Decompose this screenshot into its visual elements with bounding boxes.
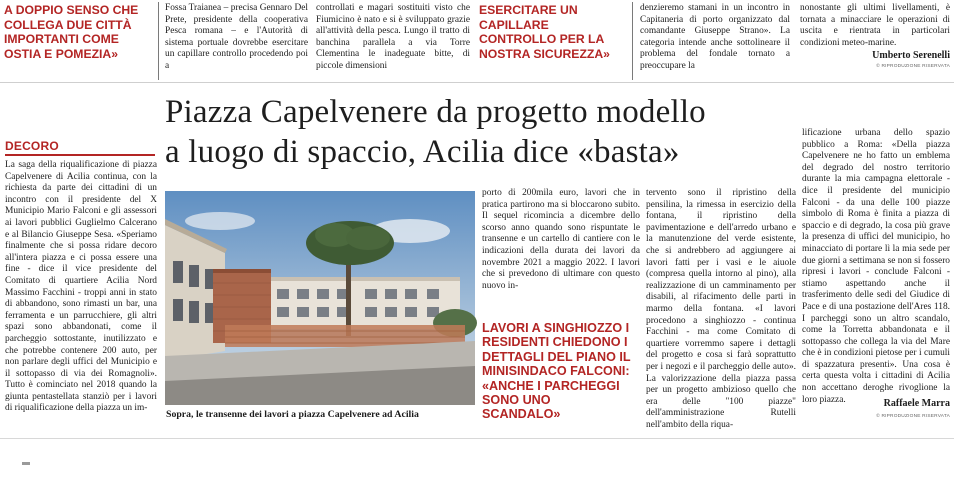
section-label-rule (5, 154, 155, 156)
section-label: DECORO (5, 139, 59, 153)
bottom-repro-note: © RIPRODUZIONE RISERVATA (876, 414, 950, 419)
top-divider-2 (632, 2, 633, 80)
article-column-3: porto di 200mila euro, lavori che in pratica partirono ma si bloccarono subito. Il sequel ricomincia a dicembre dello scorso anno quando sono rispuntate le transenne e un cartello di cantiere con le indicazioni della durata dei lavori da novembre 2021 a maggio 2022. I lavori che si prevedono di ultimare con questo nuovo in- (482, 188, 640, 291)
article-photo (165, 191, 475, 405)
photo-caption: Sopra, le transenne dei lavori a piazza Capelvenere ad Acilia (166, 409, 419, 420)
bottom-author: Raffaele Marra (883, 398, 950, 409)
photo-illustration (165, 191, 475, 405)
top-mid-blurb: ESERCITARE UN CAPILLARE CONTROLLO PER LA NOSTRA SICUREZZA» (479, 3, 610, 61)
article-column-4: tervento sono il ripristino della pensilina, la rimessa in esercizio della fontana, il ripristino della pavimentazione e dell'arredo urbano e la manutenzione del verde esistente, che si andrebbero ad aggiungere ai lavori fatti per i vasi e le aiuole (compresa quella intorno al pino), alla realizzazione di un camminamento per disabili, al rifacimento delle parti in marmo della fontana. «I lavori procedono a singhiozzo - continua Facchini - ma come Comitato di quartiere vorremmo sapere i dettagli del progetto e cosa si farà soprattutto per i negozi e il parcheggio delle auto». La valorizzazione della piazza passa per un progetto ambizioso quello che era delle "100 piazze" dell'amministrazione Rutelli nell'ambito della riqua- (646, 188, 796, 430)
top-left-blurb: A DOPPIO SENSO CHE COLLEGA DUE CITTÀ IMPORTANTI COME OSTIA E POMEZIA» (4, 3, 139, 61)
bottom-separator (0, 438, 954, 439)
bottom-fragment-mark (22, 462, 30, 465)
main-pull-quote: LAVORI A SINGHIOZZO I RESIDENTI CHIEDONO I DETTAGLI DEL PIANO IL MINISINDACO FALCONI: «ANCHE I PARCHEGGI SONO UNO SCANDALO» (482, 321, 631, 422)
article-column-1: La saga della riqualificazione di piazza Capelvenere di Acilia continua, con la richiesta da parte dei cittadini di un incontro con il presidente del X Municipio Mario Falconi e gli assessori ai lavori pubblici Guglielmo Calcerano e al Bilancio Giuseppe Sesa. «Speriamo finalmente che si possa ridare decoro all'intera piazza e ci possa essere una fine - dice il vice presidente del Comitato di quartiere Acilia Nord Massimo Facchini - troppi anni in stato di abbandono, sono rimasti un bar, una ferramenta e un parrucchiere, gli altri spazi sono abbandonati, come il parcheggio sottostante, inutilizzato e che potrebbe contenere 200 auto, per non parlare degli uffici del Municipio e il sottopasso di via dei Romagnoli». Tutto è cominciato nel 2018 quando la giunta pentastellata stanziò per i lavori di riqualificazione della piazza un im- (5, 160, 157, 414)
headline-line-1: Piazza Capelvenere da progetto modello (165, 94, 706, 130)
headline (165, 92, 795, 172)
top-column-6: nonostante gli ultimi livellamenti, è tornata a minacciare le operazioni di uscita e rientrata in particolari condizioni meteo-marine. (800, 3, 950, 48)
top-column-3: controllati e magari sostituiti visto che Fiumicino è nato e si è sviluppato grazie all'attività della pesca. Lungo il tratto di banchina parallela a via Torre Clementina le inadeguate bitte, di piccole dimensioni (316, 3, 470, 71)
top-repro-note: © RIPRODUZIONE RISERVATA (876, 64, 950, 69)
article-column-5: lificazione urbana dello spazio pubblico a Roma: «Della piazza Capelvenere ne ho fatto un emblema del degrado del nostro territorio durante la mia campagna elettorale - dice il presidente del municipio Falconi - da una delle 100 piazze simbolo di Roma è finita a piazza di spaccio e di degrado, la cosa più grave la presenza di uffici del municipio, ho minacciato di portare lì la mia sede per due giorni a settimana se non si fossero ripresi i lavori - conclude Falconi - stiamo aspettando anche il trasferimento delle sedi del Giudice di Pace e di una postazione dell'Ares 118. I parcheggi sono un altro scandalo, come la Torretta abbandonata e il sottopasso che collega la via del Mare che è in condizioni pietose per i cumuli di spazzatura presenti». Una cosa è certa questa volta i cittadini di Acilia non accettano deroghe rivoglione la loro piazza. (802, 128, 950, 405)
top-separator (0, 82, 954, 83)
top-column-5: denzieremo stamani in un incontro in Capitaneria di porto organizzato dal comandante Giuseppe Strano». La categoria intende anche sottolineare il problema del fondale tornato a preoccupare la (640, 3, 790, 71)
top-author: Umberto Serenelli (872, 50, 950, 61)
headline-line-2: a luogo di spaccio, Acilia dice «basta» (165, 134, 680, 170)
top-column-2: Fossa Traianea – precisa Gennaro Del Prete, presidente della cooperativa Pesca romana – e l'Autorità di sistema portuale dovrebbe esercitare un capillare controllo procedendo poi a (165, 3, 308, 71)
top-divider-1 (158, 2, 159, 80)
